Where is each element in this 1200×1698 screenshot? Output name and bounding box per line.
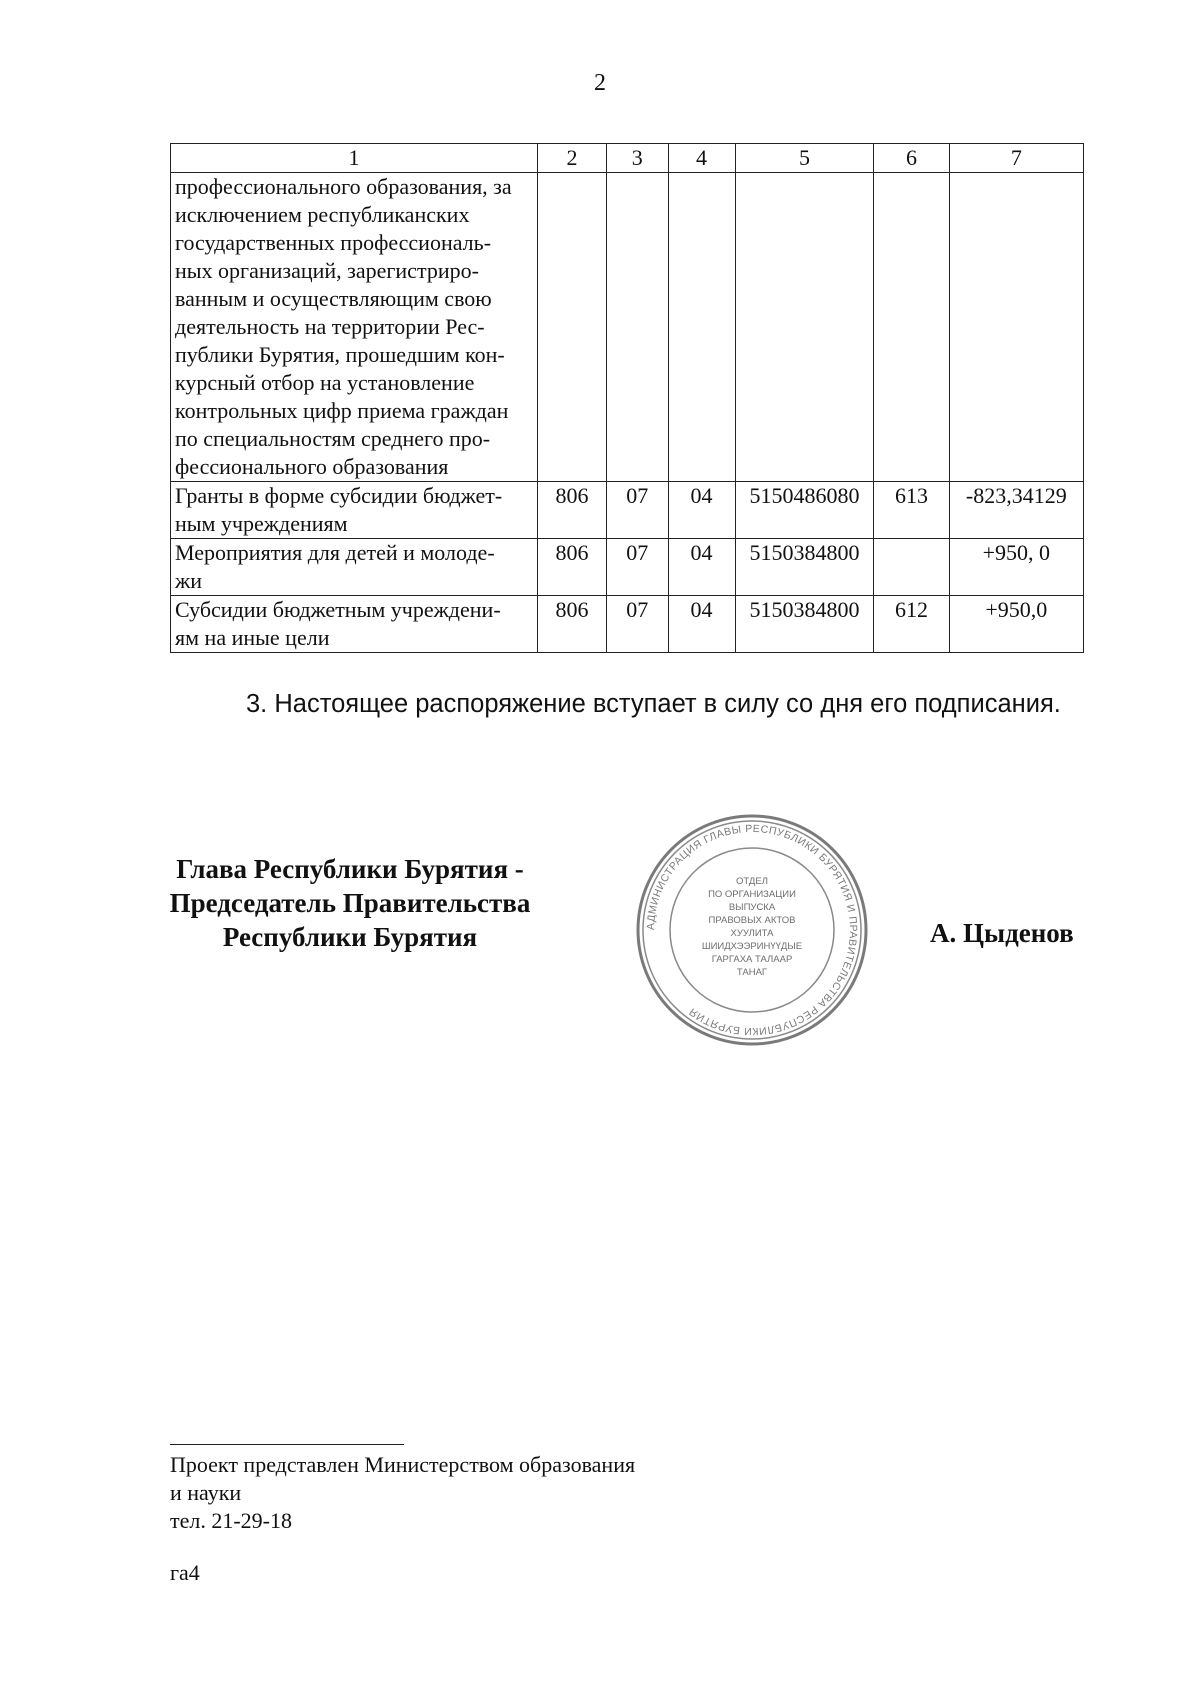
footnote-line: и науки [170,1480,242,1505]
table-header-cell: 1 [171,144,538,173]
ministry-code-cell: 806 [537,482,606,539]
description-line: ным учреждениям [175,511,348,536]
expense-type-cell [874,173,949,482]
section-cell: 07 [606,539,668,596]
footnote-line: Проект представлен Министерством образования [170,1452,636,1477]
target-item-cell: 5150486080 [735,482,874,539]
description-line: по специальностям среднего про- [175,426,491,451]
description-line: контрольных цифр приема граждан [175,398,509,423]
row-description [171,482,538,539]
section-cell [606,173,668,482]
table-row [171,596,1084,653]
ministry-code-cell: 806 [537,596,606,653]
seal-center-line: ХУУЛИТА [730,928,774,939]
seal-center-line: ТАНАГ [736,967,768,978]
table-row [171,173,1084,482]
description-line: Мероприятия для детей и молоде- [175,540,495,565]
seal-center-line: ПРАВОВЫХ АКТОВ [708,915,796,926]
table-header-row [171,144,1084,173]
table-header-cell: 4 [668,144,735,173]
amount-cell: +950, 0 [949,539,1083,596]
subsection-cell: 04 [668,539,735,596]
description-line: публики Бурятия, прошедшим кон- [175,342,505,367]
amount-cell [949,173,1083,482]
table-row [171,539,1084,596]
amount-cell: -823,34129 [949,482,1083,539]
signatory-title [150,852,550,954]
subsection-cell: 04 [668,482,735,539]
description-line: исключением республиканских [175,202,470,227]
seal-center-line: ГАРГАХА ТАЛААР [711,954,793,965]
row-description [171,173,538,482]
section-cell: 07 [606,596,668,653]
document-code: га4 [170,1560,200,1585]
description-line: профессионального образования, за [175,174,512,199]
seal-center-line: ВЫПУСКА [728,902,776,913]
description-line: фессионального образования [175,454,449,479]
seal-center-line: ОТДЕЛ [736,876,768,887]
description-line: Гранты в форме субсидии бюджет- [175,483,503,508]
footnote [170,1451,635,1535]
table-header-cell: 6 [874,144,949,173]
signatory-line: Республики Бурятия [222,922,478,952]
target-item-cell: 5150384800 [735,539,874,596]
subsection-cell: 04 [668,596,735,653]
target-item-cell: 5150384800 [735,596,874,653]
description-line: ям на иные цели [175,625,330,650]
seal-center-line: ПО ОРГАНИЗАЦИИ [708,889,796,900]
table-row [171,482,1084,539]
description-line: курсный отбор на установление [175,370,475,395]
seal-center-line: ШИИДХЭЭРИНҮҮДЫЕ [701,941,803,952]
clause-3: 3. Настоящее распоряжение вступает в силу со дня его подписания. [246,690,1061,718]
description-line: ванным и осуществляющим свою [175,286,492,311]
signatory-line: Председатель Правительства [169,888,531,918]
ministry-code-cell [537,173,606,482]
expense-type-cell: 612 [874,596,949,653]
description-line: государственных профессиональ- [175,230,492,255]
table-header-cell: 3 [606,144,668,173]
signatory-line: Глава Республики Бурятия - [176,854,524,884]
amount-cell: +950,0 [949,596,1083,653]
footnote-line: тел. 21-29-18 [170,1508,293,1533]
footnote-divider [170,1444,404,1445]
official-seal [634,812,870,1048]
table-header-cell: 2 [537,144,606,173]
description-line: Субсидии бюджетным учреждени- [175,597,501,622]
description-line: деятельность на территории Рес- [175,314,485,339]
expense-type-cell [874,539,949,596]
page-number: 2 [594,70,606,96]
budget-table [170,143,1084,653]
subsection-cell [668,173,735,482]
ministry-code-cell: 806 [537,539,606,596]
description-line: ных организаций, зарегистриро- [175,258,479,283]
section-cell: 07 [606,482,668,539]
seal-outer-text: АДМИНИСТРАЦИЯ ГЛАВЫ РЕСПУБЛИКИ БУРЯТИЯ И ПРАВИТЕЛЬСТВА РЕСПУБЛИКИ БУРЯТИЯ [644,822,860,1038]
expense-type-cell: 613 [874,482,949,539]
row-description [171,539,538,596]
table-header-cell: 5 [735,144,874,173]
description-line: жи [175,568,202,593]
signer-name: А. Цыденов [930,918,1074,948]
table-header-cell: 7 [949,144,1083,173]
row-description [171,596,538,653]
target-item-cell [735,173,874,482]
